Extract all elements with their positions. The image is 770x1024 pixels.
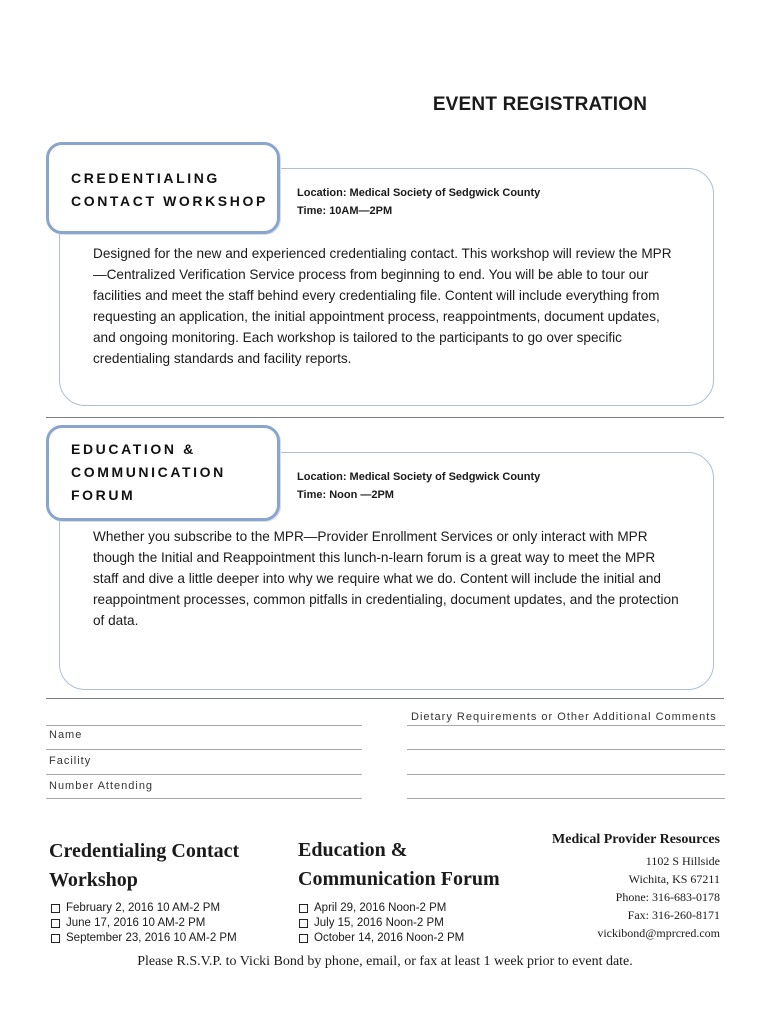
workshop-date-label: September 23, 2016 10 AM-2 PM (66, 932, 237, 944)
attending-label: Number Attending (49, 780, 154, 792)
forum-time: Time: Noon —2PM (297, 489, 394, 501)
workshop-schedule-heading-1: Credentialing Contact (49, 840, 240, 862)
checkbox-icon[interactable] (51, 934, 60, 943)
forum-schedule-heading-2: Communication Forum (298, 868, 500, 890)
forum-location: Location: Medical Society of Sedgwick County (297, 471, 541, 483)
contact-email[interactable]: vickibond@mprcred.com (597, 926, 720, 940)
checkbox-icon[interactable] (299, 904, 308, 913)
workshop-location: Location: Medical Society of Sedgwick County (297, 187, 541, 199)
contact-phone: Phone: 316-683-0178 (615, 890, 720, 904)
facility-field[interactable] (46, 774, 362, 775)
workshop-date-option[interactable] (51, 916, 237, 931)
section-divider-2 (46, 698, 724, 699)
forum-date-label: July 15, 2016 Noon-2 PM (314, 917, 444, 929)
name-label: Name (49, 729, 83, 741)
contact-block (490, 830, 720, 942)
comments-line-4[interactable] (407, 798, 725, 799)
workshop-tab-line-1: CREDENTIALING (71, 170, 220, 186)
workshop-date-label: June 17, 2016 10 AM-2 PM (66, 917, 206, 929)
org-name: Medical Provider Resources (552, 832, 720, 847)
workshop-time: Time: 10AM—2PM (297, 205, 393, 217)
checkbox-icon[interactable] (299, 934, 308, 943)
name-field[interactable] (46, 749, 362, 750)
forum-tab-line-1: EDUCATION & (71, 441, 196, 457)
checkbox-icon[interactable] (51, 919, 60, 928)
checkbox-icon[interactable] (299, 919, 308, 928)
forum-date-option[interactable] (299, 916, 464, 931)
comments-line-1[interactable] (407, 725, 725, 726)
section-divider-1 (46, 417, 724, 418)
forum-tab (46, 425, 280, 521)
workshop-date-option[interactable] (51, 931, 237, 946)
forum-date-option[interactable] (299, 931, 464, 946)
forum-tab-line-2: COMMUNICATION (71, 464, 226, 480)
forum-date-label: April 29, 2016 Noon-2 PM (314, 902, 447, 914)
comments-label: Dietary Requirements or Other Additional Comments (411, 711, 717, 723)
forum-description: Whether you subscribe to the MPR—Provider Enrollment Services or only interact with MPR though the Initial and Reappointment this lunch-n-learn forum is a great way to meet the MPR staff and dive a little deeper into why we require what we do. Content will include the initial and reappointment processes, common pitfalls in credentialing, document updates, and the protection of data. (93, 529, 679, 628)
forum-tab-line-3: FORUM (71, 487, 136, 503)
page-title: EVENT REGISTRATION (432, 94, 648, 115)
checkbox-icon[interactable] (51, 904, 60, 913)
forum-schedule-heading-1: Education & (298, 839, 408, 861)
attending-field[interactable] (46, 798, 362, 799)
contact-city: Wichita, KS 67211 (628, 872, 720, 886)
facility-label: Facility (49, 755, 92, 767)
workshop-date-option[interactable] (51, 901, 237, 916)
workshop-tab (46, 142, 280, 234)
workshop-date-label: February 2, 2016 10 AM-2 PM (66, 902, 221, 914)
workshop-description: Designed for the new and experienced credentialing contact. This workshop will review the MPR—Centralized Verification Service process from beginning to end. You will be able to tour our facilities and meet the staff behind every credentialing file. Content will include everything from requesting an application, the initial appointment process, reappointments, document updates, and ongoing monitoring. Each workshop is tailored to the participants to go over specific credentialing standards and facility reports. (93, 246, 672, 366)
forum-date-label: October 14, 2016 Noon-2 PM (314, 932, 465, 944)
name-rule-top (46, 725, 362, 726)
comments-line-2[interactable] (407, 749, 725, 750)
contact-address: 1102 S Hillside (645, 854, 720, 868)
workshop-schedule-heading-2: Workshop (49, 869, 138, 891)
comments-line-3[interactable] (407, 774, 725, 775)
contact-fax: Fax: 316-260-8171 (627, 908, 720, 922)
forum-date-option[interactable] (299, 901, 464, 916)
rsvp-note: Please R.S.V.P. to Vicki Bond by phone, email, or fax at least 1 week prior to event date. (137, 954, 633, 969)
workshop-tab-line-2: CONTACT WORKSHOP (71, 193, 268, 209)
